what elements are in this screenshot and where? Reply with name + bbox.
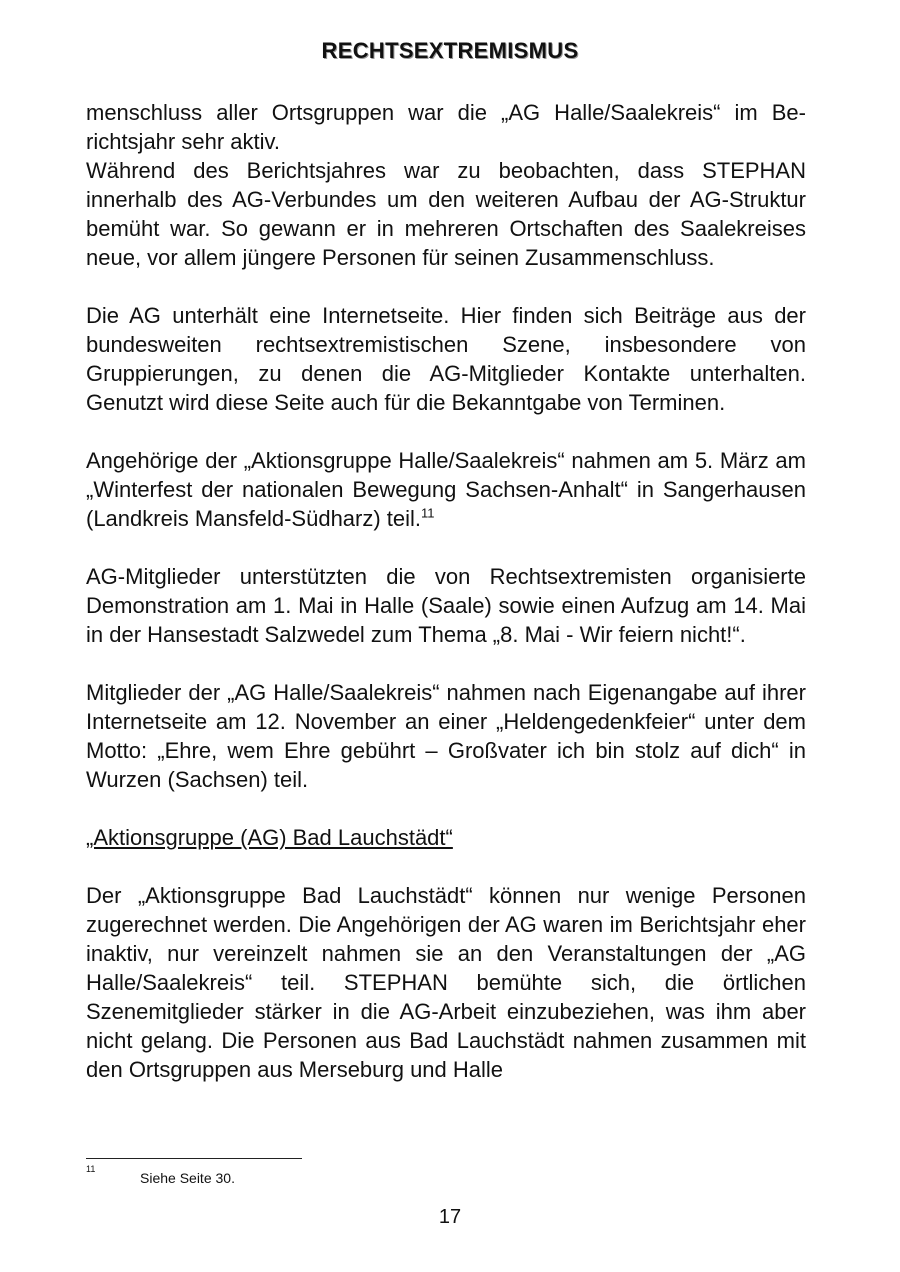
paragraph-heldengedenken: Mitglieder der „AG Halle/Saalekreis“ nahmen nach Eigenangabe auf ihrer Internetseite am 12. November an einer „Heldengedenkfeier“ unter dem Motto: „Ehre, wem Ehre gebührt – Großvater ich bin stolz auf dich“ in Wurzen (Sachsen) teil.	[86, 680, 806, 792]
paragraph-continuation: menschluss aller Ortsgruppen war die „AG Halle/Saalekreis“ im Berichtsjahr sehr aktiv.	[86, 100, 806, 154]
paragraph-website: Die AG unterhält eine Internetseite. Hier finden sich Beiträge aus der bundesweiten rechtsextremistischen Szene, insbesondere von Gruppierungen, zu denen die AG-Mitglieder Kontakte unterhalten. Genutzt wird diese Seite auch für die Bekanntgabe von Terminen.	[86, 303, 806, 415]
body-text	[86, 98, 806, 1084]
paragraph-bad-lauchstaedt: Der „Aktionsgruppe Bad Lauchstädt“ können nur wenige Personen zugerechnet werden. Die Angehörigen der AG waren im Berichtsjahr eher inaktiv, nur vereinzelt nahmen sie an den Veranstaltungen der „AG Halle/Saalekreis“ teil. STEPHAN bemühte sich, die örtlichen Szenemitglieder stärker in die AG-Arbeit einzubeziehen, was ihm aber nicht gelang. Die Personen aus Bad Lauchstädt nahmen zusammen mit den Ortsgruppen aus Merseburg und Halle	[86, 883, 806, 1082]
footnote-reference: 11	[421, 505, 435, 521]
footnote-number: 11	[86, 1164, 96, 1174]
footnote-text: Siehe Seite 30.	[140, 1170, 235, 1186]
paragraph-winterfest	[86, 446, 806, 533]
section-heading: „Aktionsgruppe (AG) Bad Lauchstädt“	[86, 825, 453, 850]
footnote-divider	[86, 1158, 302, 1159]
paragraph-winterfest-text: Angehörige der „Aktionsgruppe Halle/Saalekreis“ nahmen am 5. März am „Winterfest der nationalen Bewegung Sachsen-Anhalt“ in Sangerhausen (Landkreis Mansfeld-Südharz) teil.	[86, 448, 806, 531]
paragraph-demonstrations: AG-Mitglieder unterstützten die von Rechtsextremisten organisierte Demonstration am 1. Mai in Halle (Saale) sowie einen Aufzug am 14. Mai in der Hansestadt Salzwedel zum Thema „8. Mai - Wir feiern nicht!“.	[86, 564, 806, 647]
paragraph-stephan-structure: Während des Berichtsjahres war zu beobachten, dass STEPHAN innerhalb des AG-Verbundes um den weiteren Aufbau der AG-Struktur bemüht war. So gewann er in mehreren Ortschaften des Saalekreises neue, vor allem jüngere Personen für seinen Zusammenschluss.	[86, 158, 806, 270]
page-header: RECHTSEXTREMISMUS	[321, 38, 579, 63]
page-number: 17	[438, 1206, 462, 1228]
